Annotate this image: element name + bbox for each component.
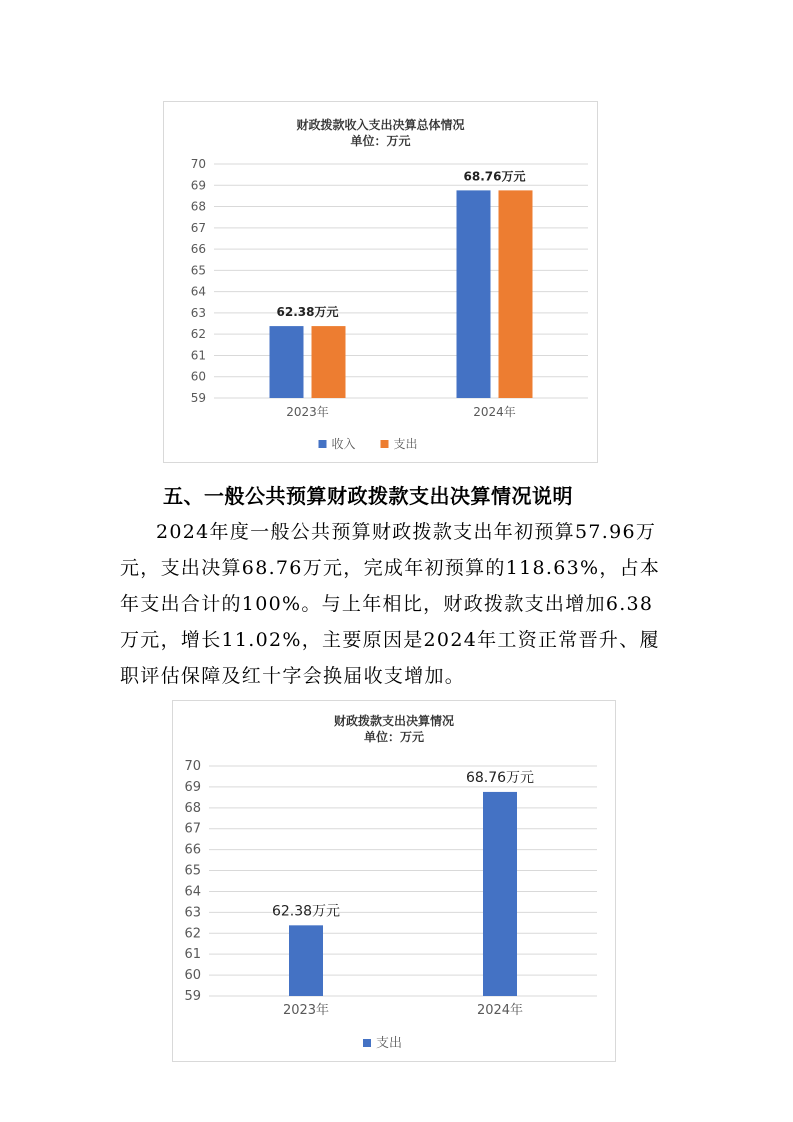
legend-label: 支出: [393, 437, 418, 451]
y-tick-label: 59: [184, 989, 201, 1004]
chart-subtitle: 单位：万元: [363, 730, 425, 744]
y-tick-label: 70: [184, 759, 201, 774]
chart-svg: [164, 102, 597, 462]
paragraph-line-1: 2024年度一般公共预算财政拨款支出年初预算57.96万: [156, 521, 657, 543]
y-tick-label: 69: [184, 779, 201, 795]
bar: [289, 925, 323, 996]
y-tick-label: 65: [184, 863, 201, 879]
chart-svg: [173, 701, 615, 1061]
legend-label: 收入: [331, 437, 356, 451]
y-tick-label: 61: [184, 947, 201, 963]
paragraph-line-5: 职评估保障及红十字会换届收支增加。: [120, 665, 466, 687]
paragraph-line-4: 万元，增长11.02%，主要原因是2024年工资正常晋升、履: [120, 629, 660, 651]
y-tick-label: 66: [184, 842, 201, 858]
legend-swatch: [363, 1039, 371, 1047]
data-label: 68.76万元: [463, 169, 526, 184]
y-tick-label: 60: [184, 968, 201, 984]
y-tick-label: 60: [190, 369, 206, 384]
bar: [270, 326, 304, 398]
section-heading: 五、一般公共预算财政拨款支出决算情况说明: [163, 484, 573, 508]
y-tick-label: 63: [184, 905, 201, 921]
y-tick-label: 65: [190, 263, 206, 278]
legend-label: 支出: [376, 1036, 403, 1051]
y-tick-label: 70: [190, 157, 206, 171]
y-tick-label: 69: [190, 178, 206, 193]
y-tick-label: 62: [190, 327, 206, 342]
y-tick-label: 67: [190, 220, 206, 235]
legend-swatch: [319, 440, 327, 448]
y-tick-label: 64: [184, 884, 201, 900]
bar: [312, 326, 346, 398]
y-tick-label: 64: [190, 284, 206, 299]
expenditure-chart: [172, 700, 616, 1062]
x-tick-label: 2023年: [282, 1003, 330, 1018]
chart-title: 财政拨款支出决算情况: [333, 714, 455, 728]
legend-swatch: [381, 440, 389, 448]
paragraph-line-2: 元，支出决算68.76万元，完成年初预算的118.63%，占本: [120, 557, 661, 579]
y-tick-label: 59: [190, 391, 206, 405]
chart-title: 财政拨款收入支出决算总体情况: [296, 118, 465, 132]
y-tick-label: 66: [190, 242, 206, 257]
bar: [457, 190, 491, 398]
bar: [499, 190, 533, 398]
y-tick-label: 67: [184, 821, 201, 837]
chart-subtitle: 单位：万元: [350, 134, 411, 148]
bar: [483, 792, 517, 996]
x-tick-label: 2023年: [286, 405, 329, 419]
y-tick-label: 68: [184, 800, 201, 816]
revenue-expenditure-chart: [163, 101, 598, 463]
paragraph-line-3: 年支出合计的100%。与上年相比，财政拨款支出增加6.38: [120, 593, 654, 615]
data-label: 62.38万元: [271, 903, 341, 920]
x-tick-label: 2024年: [476, 1003, 524, 1018]
x-tick-label: 2024年: [473, 405, 516, 419]
y-tick-label: 62: [184, 926, 201, 942]
y-tick-label: 63: [190, 305, 206, 320]
data-label: 62.38万元: [276, 305, 339, 320]
y-tick-label: 68: [190, 199, 206, 214]
y-tick-label: 61: [190, 348, 206, 363]
data-label: 68.76万元: [465, 769, 535, 786]
